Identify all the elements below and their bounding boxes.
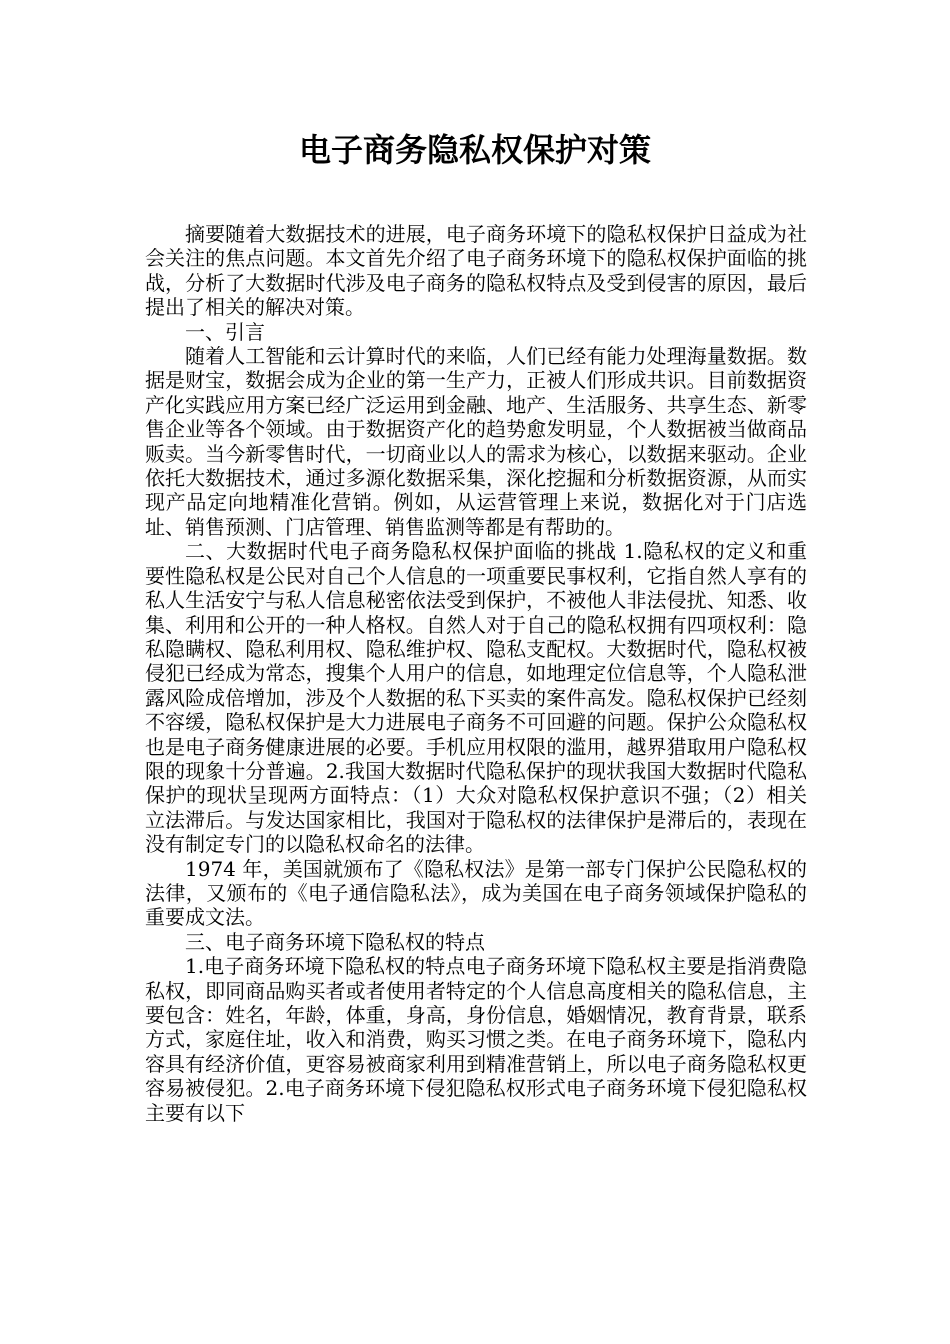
body-paragraph: 随着人工智能和云计算时代的来临，人们已经有能力处理海量数据。数据是财宝，数据会成为企业的第一生产力，正被人们形成共识。目前数据资产化实践应用方案已经广泛运用到金融、地产、生活服务、共享生态、新零售企业等各个领域。由于数据资产化的趋势愈发明显，个人数据被当做商品贩卖。当今新零售时代，一切商业以人的需求为核心，以数据来驱动。企业依托大数据技术，通过多源化数据采集，深化挖掘和分析数据资源，从而实现产品定向地精准化营销。例如，从运营管理上来说，数据化对于门店选址、销售预测、门店管理、销售监测等都是有帮助的。 <box>145 344 807 539</box>
body-paragraph: 1974 年，美国就颁布了《隐私权法》是第一部专门保护公民隐私权的法律，又颁布的《电子通信隐私法》，成为美国在电子商务领域保护隐私的重要成文法。 <box>145 856 807 930</box>
document-body <box>145 222 807 1125</box>
document-title: 电子商务隐私权保护对策 <box>298 131 651 169</box>
body-paragraph: 二、大数据时代电子商务隐私权保护面临的挑战 1.隐私权的定义和重要性隐私权是公民对自己个人信息的一项重要民事权利，它指自然人享有的私人生活安宁与私人信息秘密依法受到保护，不被他人非法侵扰、知悉、收集、利用和公开的一种人格权。自然人对于自己的隐私权拥有四项权利：隐私隐瞒权、隐私利用权、隐私维护权、隐私支配权。大数据时代，隐私权被侵犯已经成为常态，搜集个人用户的信息，如地理定位信息等，个人隐私泄露风险成倍增加，涉及个人数据的私下买卖的案件高发。隐私权保护已经刻不容缓，隐私权保护是大力进展电子商务不可回避的问题。保护公众隐私权也是电子商务健康进展的必要。手机应用权限的滥用，越界猎取用户隐私权限的现象十分普遍。2.我国大数据时代隐私保护的现状我国大数据时代隐私保护的现状呈现两方面特点：（1）大众对隐私权保护意识不强；（2）相关立法滞后。与发达国家相比，我国对于隐私权的法律保护是滞后的，表现在没有制定专门的以隐私权命名的法律。 <box>145 539 807 857</box>
abstract-paragraph: 摘要随着大数据技术的进展，电子商务环境下的隐私权保护日益成为社会关注的焦点问题。本文首先介绍了电子商务环境下的隐私权保护面临的挑战，分析了大数据时代涉及电子商务的隐私权特点及受到侵害的原因，最后提出了相关的解决对策。 <box>145 222 807 320</box>
section-heading-characteristics: 三、电子商务环境下隐私权的特点 <box>185 929 485 954</box>
body-paragraph: 1.电子商务环境下隐私权的特点电子商务环境下隐私权主要是指消费隐私权，即同商品购买者或者使用者特定的个人信息高度相关的隐私信息，主要包含：姓名，年龄，体重，身高，身份信息，婚姻情况，教育背景，联系方式，家庭住址，收入和消费，购买习惯之类。在电子商务环境下，隐私内容具有经济价值，更容易被商家利用到精准营销上，所以电子商务隐私权更容易被侵犯。2.电子商务环境下侵犯隐私权形式电子商务环境下侵犯隐私权主要有以下 <box>145 954 807 1125</box>
section-heading-introduction: 一、引言 <box>185 319 265 344</box>
